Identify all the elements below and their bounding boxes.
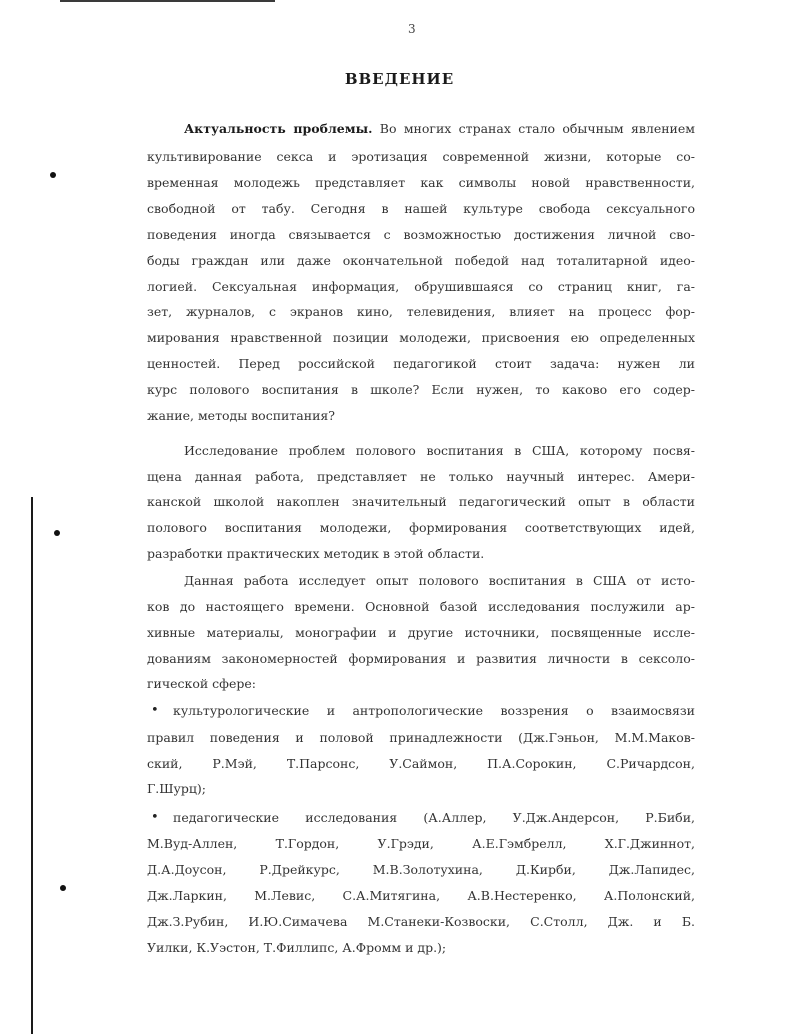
- paragraph1-line-5: поведения иногда связывается с возможностью достижения личной сво-: [147, 227, 695, 242]
- paragraph1-line-1: [184, 121, 695, 137]
- paragraph1-line-4: свободной от табу. Сегодня в нашей культуре свобода сексуального: [147, 201, 695, 216]
- paragraph2-line-4: полового воспитания молодежи, формирования соответствующих идей,: [147, 520, 695, 535]
- paragraph1-line-8: зет, журналов, с экранов кино, телевидения, влияет на процесс фор-: [147, 304, 695, 319]
- paragraph3-line-3: хивные материалы, монографии и другие источники, посвященные иссле-: [147, 625, 695, 640]
- paragraph1-line-10: ценностей. Перед российской педагогикой стоит задача: нужен ли: [147, 356, 695, 371]
- list-item-2-line-5: Дж.З.Рубин, И.Ю.Симачева М.Станеки-Козвоски, С.Столл, Дж. и Б.: [147, 914, 695, 929]
- paragraph3-line-4: дованиям закономерностей формирования и развития личности в сексоло-: [147, 651, 695, 666]
- paragraph2-line-3: канской школой накоплен значительный педагогический опыт в области: [147, 494, 695, 509]
- list-item-1-line-1: культурологические и антропологические воззрения о взаимосвязи: [173, 703, 695, 718]
- list-item-2-line-1: педагогические исследования (А.Аллер, У.Дж.Андерсон, Р.Биби,: [173, 810, 695, 825]
- list-item-2-line-3: Д.А.Доусон, Р.Дрейкурс, М.В.Золотухина, Д.Кирби, Дж.Лапидес,: [147, 862, 695, 877]
- list-item-2-line-4: Дж.Ларкин, М.Левис, С.А.Митягина, А.В.Нестеренко, А.Полонский,: [147, 888, 695, 903]
- paragraph1-line-12: жание, методы воспитания?: [147, 408, 335, 423]
- paragraph3-line-2: ков до настоящего времени. Основной базой исследования послужили ар-: [147, 599, 695, 614]
- paragraph1-line-2: культивирование секса и эротизация современной жизни, которые со-: [147, 149, 695, 164]
- page-title: ВВЕДЕНИЕ: [344, 70, 455, 88]
- paragraph1-line-7: логией. Сексуальная информация, обрушившаяся со страниц книг, га-: [147, 279, 695, 294]
- paragraph1-line-1-text: Во многих странах стало обычным явлением: [379, 121, 695, 136]
- list-bullet-2: •: [151, 810, 159, 825]
- paragraph2-line-1: Исследование проблем полового воспитания в США, которому посвя-: [184, 443, 695, 458]
- paragraph-lead: Актуальность проблемы.: [184, 121, 373, 136]
- paragraph2-line-2: щена данная работа, представляет не только научный интерес. Амери-: [147, 469, 695, 484]
- paragraph3-line-5: гической сфере:: [147, 676, 256, 691]
- page-number: 3: [408, 22, 416, 36]
- paragraph1-line-3: временная молодежь представляет как символы новой нравственности,: [147, 175, 695, 190]
- list-item-1-line-2: правил поведения и половой принадлежности (Дж.Гэньон, М.М.Маков-: [147, 730, 695, 745]
- scan-left-margin-line: [31, 497, 33, 1034]
- paragraph2-line-5: разработки практических методик в этой области.: [147, 546, 485, 561]
- paragraph3-line-1: Данная работа исследует опыт полового воспитания в США от исто-: [184, 573, 695, 588]
- paragraph1-line-11: курс полового воспитания в школе? Если нужен, то каково его содер-: [147, 382, 695, 397]
- scan-speck-1: [50, 172, 56, 178]
- list-item-1-line-4: Г.Шурц);: [147, 781, 206, 796]
- paragraph1-line-9: мирования нравственной позиции молодежи, присвоения ею определенных: [147, 330, 695, 345]
- scan-speck-3: [60, 885, 66, 891]
- list-item-2-line-2: М.Вуд-Аллен, Т.Гордон, У.Грэди, А.Е.Гэмбрелл, Х.Г.Джиннот,: [147, 836, 695, 851]
- list-item-1-line-3: ский, Р.Мэй, Т.Парсонс, У.Саймон, П.А.Сорокин, С.Ричардсон,: [147, 756, 695, 771]
- list-bullet-1: •: [151, 703, 159, 718]
- list-item-2-line-6: Уилки, К.Уэстон, Т.Филлипс, А.Фромм и др.);: [147, 940, 447, 955]
- paragraph1-line-6: боды граждан или даже окончательной победой над тоталитарной идео-: [147, 253, 695, 268]
- scan-top-rule: [60, 0, 275, 2]
- scan-speck-2: [54, 530, 60, 536]
